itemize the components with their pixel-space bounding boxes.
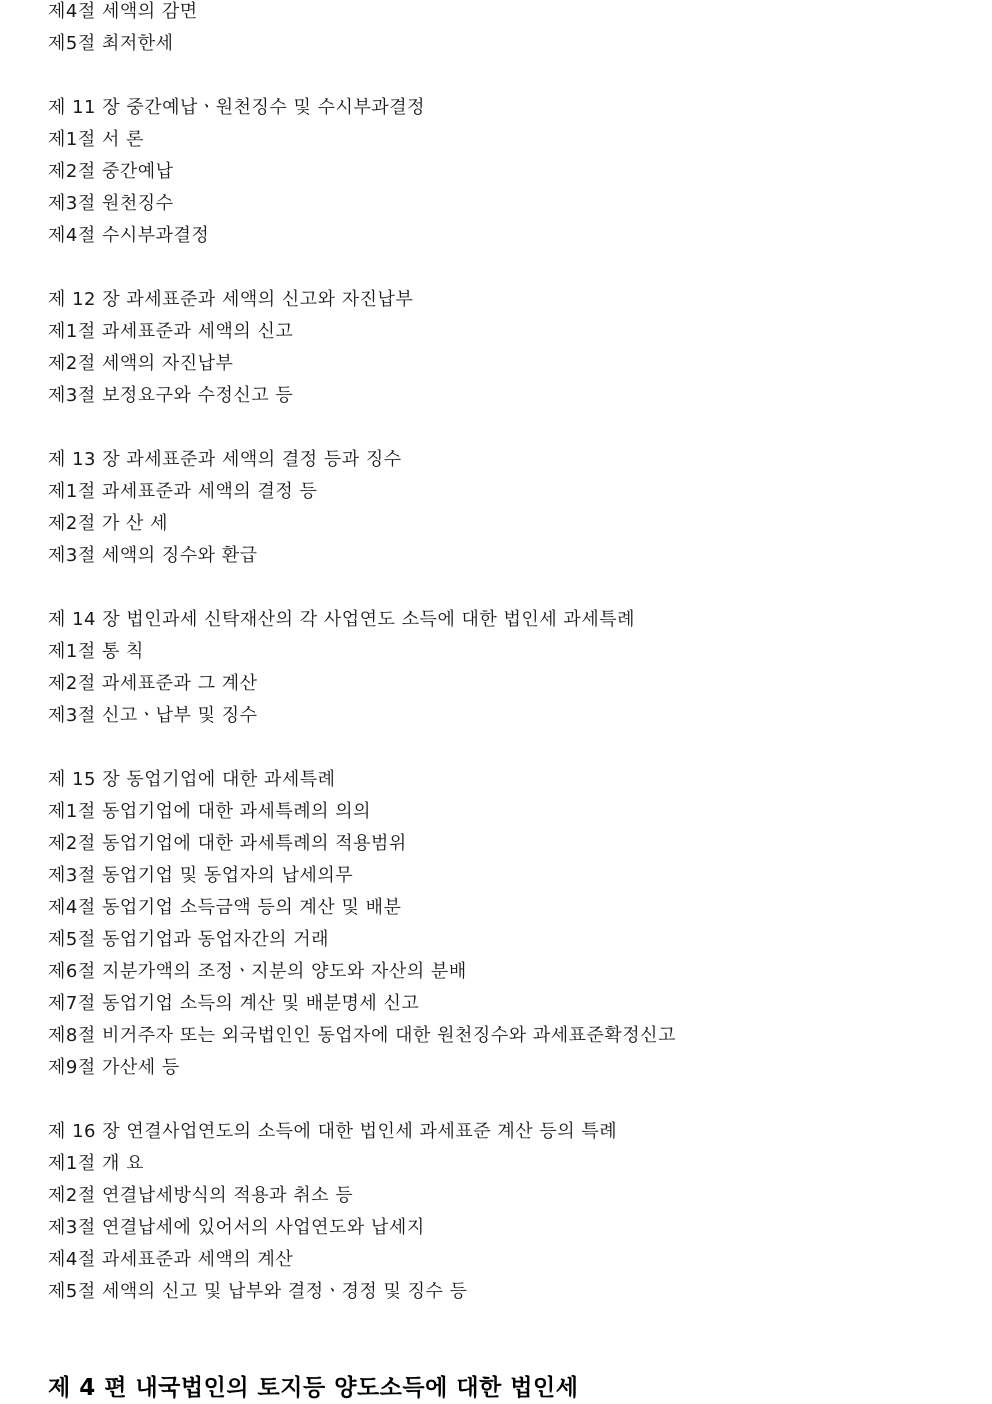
toc-section: 제8절 비거주자 또는 외국법인인 동업자에 대한 원천징수와 과세표준확정신고 — [48, 1025, 676, 1046]
spacer — [48, 1088, 968, 1120]
toc-section: 제3절 신고ㆍ납부 및 징수 — [48, 705, 258, 726]
toc-section: 제5절 동업기업과 동업자간의 거래 — [48, 929, 330, 950]
toc-section: 제9절 가산세 등 — [48, 1057, 180, 1078]
chapter-title: 제 11 장 중간예납ㆍ원천징수 및 수시부과결정 — [48, 97, 425, 118]
spacer — [48, 576, 968, 608]
part-title: 제 4 편 내국법인의 토지등 양도소득에 대한 법인세 — [48, 1375, 579, 1401]
toc-section: 제3절 원천징수 — [48, 193, 174, 214]
spacer — [48, 736, 968, 768]
toc-section: 제5절 세액의 신고 및 납부와 결정ㆍ경정 및 징수 등 — [48, 1281, 468, 1302]
table-of-contents — [48, 0, 968, 1312]
toc-section: 제1절 과세표준과 세액의 결정 등 — [48, 481, 318, 502]
toc-section: 제3절 세액의 징수와 환급 — [48, 545, 258, 566]
toc-section: 제2절 동업기업에 대한 과세특례의 적용범위 — [48, 833, 407, 854]
spacer — [48, 64, 968, 96]
toc-section: 제7절 동업기업 소득의 계산 및 배분명세 신고 — [48, 993, 420, 1014]
toc-section: 제3절 보정요구와 수정신고 등 — [48, 385, 294, 406]
toc-section: 제2절 연결납세방식의 적용과 취소 등 — [48, 1185, 354, 1206]
chapter-11 — [48, 96, 968, 256]
toc-section: 제1절 통 칙 — [48, 641, 144, 662]
chapter-title: 제 15 장 동업기업에 대한 과세특례 — [48, 769, 336, 790]
toc-section: 제1절 과세표준과 세액의 신고 — [48, 321, 294, 342]
toc-section: 제2절 가 산 세 — [48, 513, 169, 534]
toc-section: 제5절 최저한세 — [48, 33, 174, 54]
toc-section: 제3절 동업기업 및 동업자의 납세의무 — [48, 865, 354, 886]
spacer — [48, 416, 968, 448]
chapter-14 — [48, 608, 968, 736]
chapter-15 — [48, 768, 968, 1088]
toc-section: 제4절 수시부과결정 — [48, 225, 210, 246]
toc-section: 제2절 세액의 자진납부 — [48, 353, 234, 374]
toc-section: 제3절 연결납세에 있어서의 사업연도와 납세지 — [48, 1217, 425, 1238]
chapter-title: 제 14 장 법인과세 신탁재산의 각 사업연도 소득에 대한 법인세 과세특례 — [48, 609, 635, 630]
spacer — [48, 256, 968, 288]
toc-section: 제1절 서 론 — [48, 129, 144, 150]
toc-section: 제4절 세액의 감면 — [48, 1, 198, 22]
chapter-title: 제 12 장 과세표준과 세액의 신고와 자진납부 — [48, 289, 414, 310]
chapter-13 — [48, 448, 968, 576]
toc-section: 제1절 동업기업에 대한 과세특례의 의의 — [48, 801, 372, 822]
toc-section: 제4절 과세표준과 세액의 계산 — [48, 1249, 294, 1270]
chapter-16 — [48, 1120, 968, 1312]
toc-section: 제6절 지분가액의 조정ㆍ지분의 양도와 자산의 분배 — [48, 961, 467, 982]
chapter-12 — [48, 288, 968, 416]
chapter-title: 제 16 장 연결사업연도의 소득에 대한 법인세 과세표준 계산 등의 특례 — [48, 1121, 618, 1142]
toc-section: 제2절 과세표준과 그 계산 — [48, 673, 258, 694]
toc-section: 제2절 중간예납 — [48, 161, 174, 182]
toc-section: 제1절 개 요 — [48, 1153, 144, 1174]
toc-section: 제4절 동업기업 소득금액 등의 계산 및 배분 — [48, 897, 402, 918]
chapter-title: 제 13 장 과세표준과 세액의 결정 등과 징수 — [48, 449, 402, 470]
